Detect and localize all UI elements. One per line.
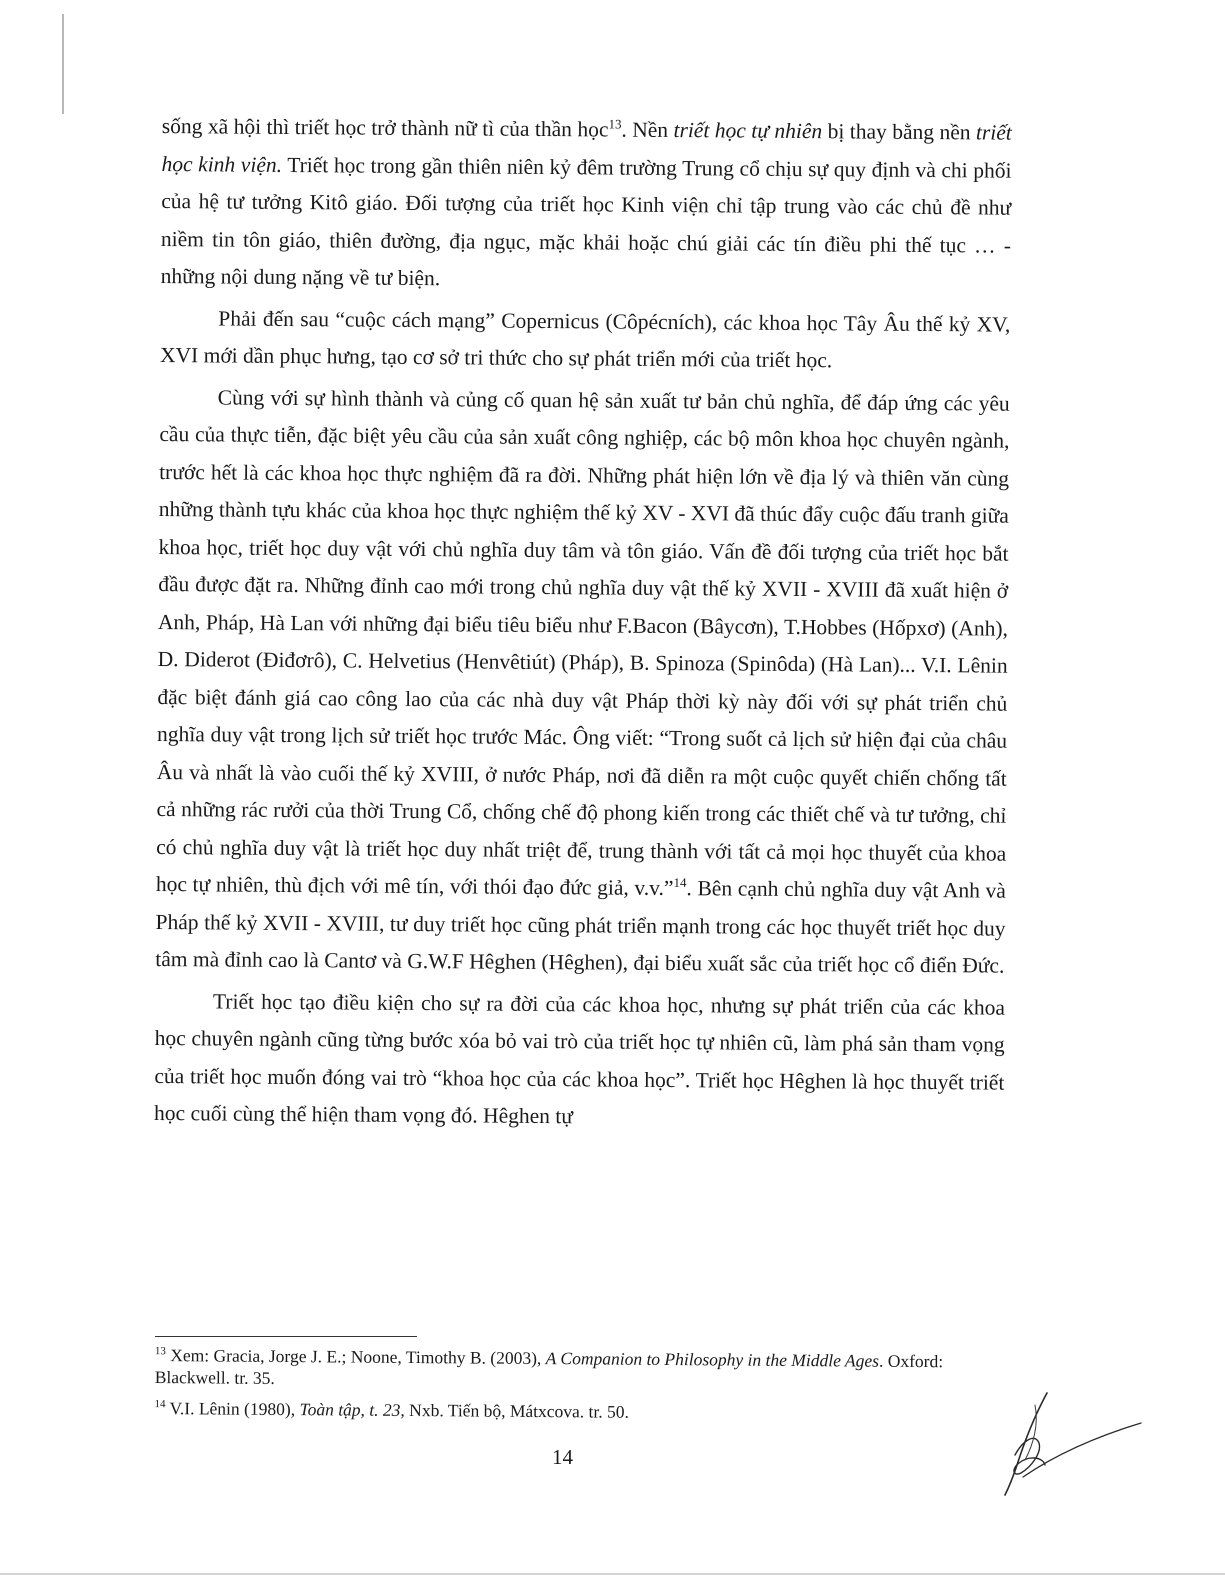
footnote-separator [155, 1336, 417, 1337]
p1-italic-1: triết học tự nhiên [673, 118, 823, 144]
page-number: 14 [552, 1445, 573, 1469]
footnote-ref-14: 14 [673, 874, 687, 890]
paragraph-3 [155, 378, 1010, 985]
p3-text-b: . Bên cạnh chủ nghĩa duy vật Anh và Pháp thế kỷ XVII - XVIII, tư duy triết học cũng phát triển mạnh trong các học thuyết triết học duy tâm mà đỉnh cao là Cantơ và G.W.F Hêghen (Hêghen), đại biểu xuất sắc của triết học cổ điển Đức. [155, 876, 1006, 978]
footnotes [154, 1344, 955, 1434]
p3-text-a: Cùng với sự hình thành và củng cố quan hệ sản xuất tư bản chủ nghĩa, để đáp ứng các yêu cầu của thực tiễn, đặc biệt yêu cầu của sản xuất công nghiệp, các bộ môn khoa học chuyên ngành, trước hết là các khoa học thực nghiệm đã ra đời. Những phát hiện lớn về địa lý và thiên văn cùng những thành tựu khác của khoa học thực nghiệm thế kỷ XV - XVI đã thúc đẩy cuộc đấu tranh giữa khoa học, triết học duy vật với chủ nghĩa duy tâm và tôn giáo. Vấn đề đối tượng của triết học bắt đầu được đặt ra. Những đỉnh cao mới trong chủ nghĩa duy vật thế kỷ XVII - XVIII đã xuất hiện ở Anh, Pháp, Hà Lan với những đại biểu tiêu biểu như F.Bacon (Bâycơn), T.Hobbes (Hốpxơ) (Anh), D. Diderot (Điđơrô), C. Helvetius (Henvêtiút) (Pháp), B. Spinoza (Spinôda) (Hà Lan)... V.I. Lênin đặc biệt đánh giá cao công lao của các nhà duy vật Pháp thời kỳ này đối với sự phát triển chủ nghĩa duy vật trong lịch sử triết học trước Mác. Ông viết: “Trong suốt cả lịch sử hiện đại của châu Âu và nhất là vào cuối thế kỷ XVIII, ở nước Pháp, nơi đã diễn ra một cuộc quyết chiến chống tất cả những rác rưởi của thời Trung Cổ, chống chế độ phong kiến trong các thiết chế và tư tưởng, chỉ có chủ nghĩa duy vật là triết học duy nhất triệt để, trung thành với tất cả mọi học thuyết của khoa học tự nhiên, thù địch với mê tín, với thói đạo đức giả, v.v.” [155, 384, 1010, 901]
p1-italic-2: triết học kinh viện. [161, 120, 1012, 177]
footnote-ref-13: 13 [608, 116, 622, 132]
footnote-13-text-b: . Oxford: Blackwell. tr. 35. [154, 1350, 944, 1388]
paragraph-4: Triết học tạo điều kiện cho sự ra đời của các khoa học, nhưng sự phát triển của các khoa học chuyên ngành cũng từng bước xóa bỏ vai trò của triết học tự nhiên cũ, làm phá sản tham vọng của triết học muốn đóng vai trò “khoa học của các khoa học”. Triết học Hêghen là học thuyết triết học cuối cùng thể hiện tham vọng đó. Hêghen tự [154, 988, 1006, 1129]
footnote-14-text-b: Nxb. Tiến bộ, Mátxcova. tr. 50. [404, 1399, 630, 1422]
footnote-14-number: 14 [154, 1398, 166, 1411]
p1-text-b: . Nền [621, 117, 674, 143]
footnote-13-number: 13 [154, 1345, 166, 1358]
page-edge-mark [62, 14, 64, 114]
footnote-14 [154, 1397, 954, 1425]
footnote-13 [155, 1344, 955, 1394]
paragraph-1 [161, 108, 1012, 302]
footnote-13-title: A Companion to Philosophy in the Middle Ages [545, 1348, 880, 1371]
page-bottom-edge [0, 1573, 1225, 1575]
footnote-14-text-a: V.I. Lênin (1980), [165, 1398, 300, 1420]
main-text [154, 108, 1012, 1141]
handwritten-signature [995, 1385, 1145, 1500]
p1-text-d: Triết học trong gần thiên niên kỷ đêm trường Trung cổ chịu sự quy định và chi phối của hệ tư tưởng Kitô giáo. Đối tượng của triết học Kinh viện chỉ tập trung vào các chủ đề như niềm tin tôn giáo, thiên đường, địa ngục, mặc khải hoặc chú giải các tín điều phi thế tục … - những nội dung nặng về tư biện. [160, 152, 1012, 291]
paragraph-2: Phải đến sau “cuộc cách mạng” Copernicus (Côpécních), các khoa học Tây Âu thế kỷ XV, XVI mới dần phục hưng, tạo cơ sở tri thức cho sự phát triển mới của triết học. [159, 305, 1011, 373]
footnote-14-title: Toàn tập, t. 23, [299, 1399, 405, 1420]
p1-text-c: bị thay bằng nền [822, 119, 977, 145]
footnote-13-text-a: Xem: Gracia, Jorge J. E.; Noone, Timothy B. (2003), [165, 1345, 546, 1369]
p1-text-a: sống xã hội thì triết học trở thành nữ tì của thần học [161, 113, 609, 142]
